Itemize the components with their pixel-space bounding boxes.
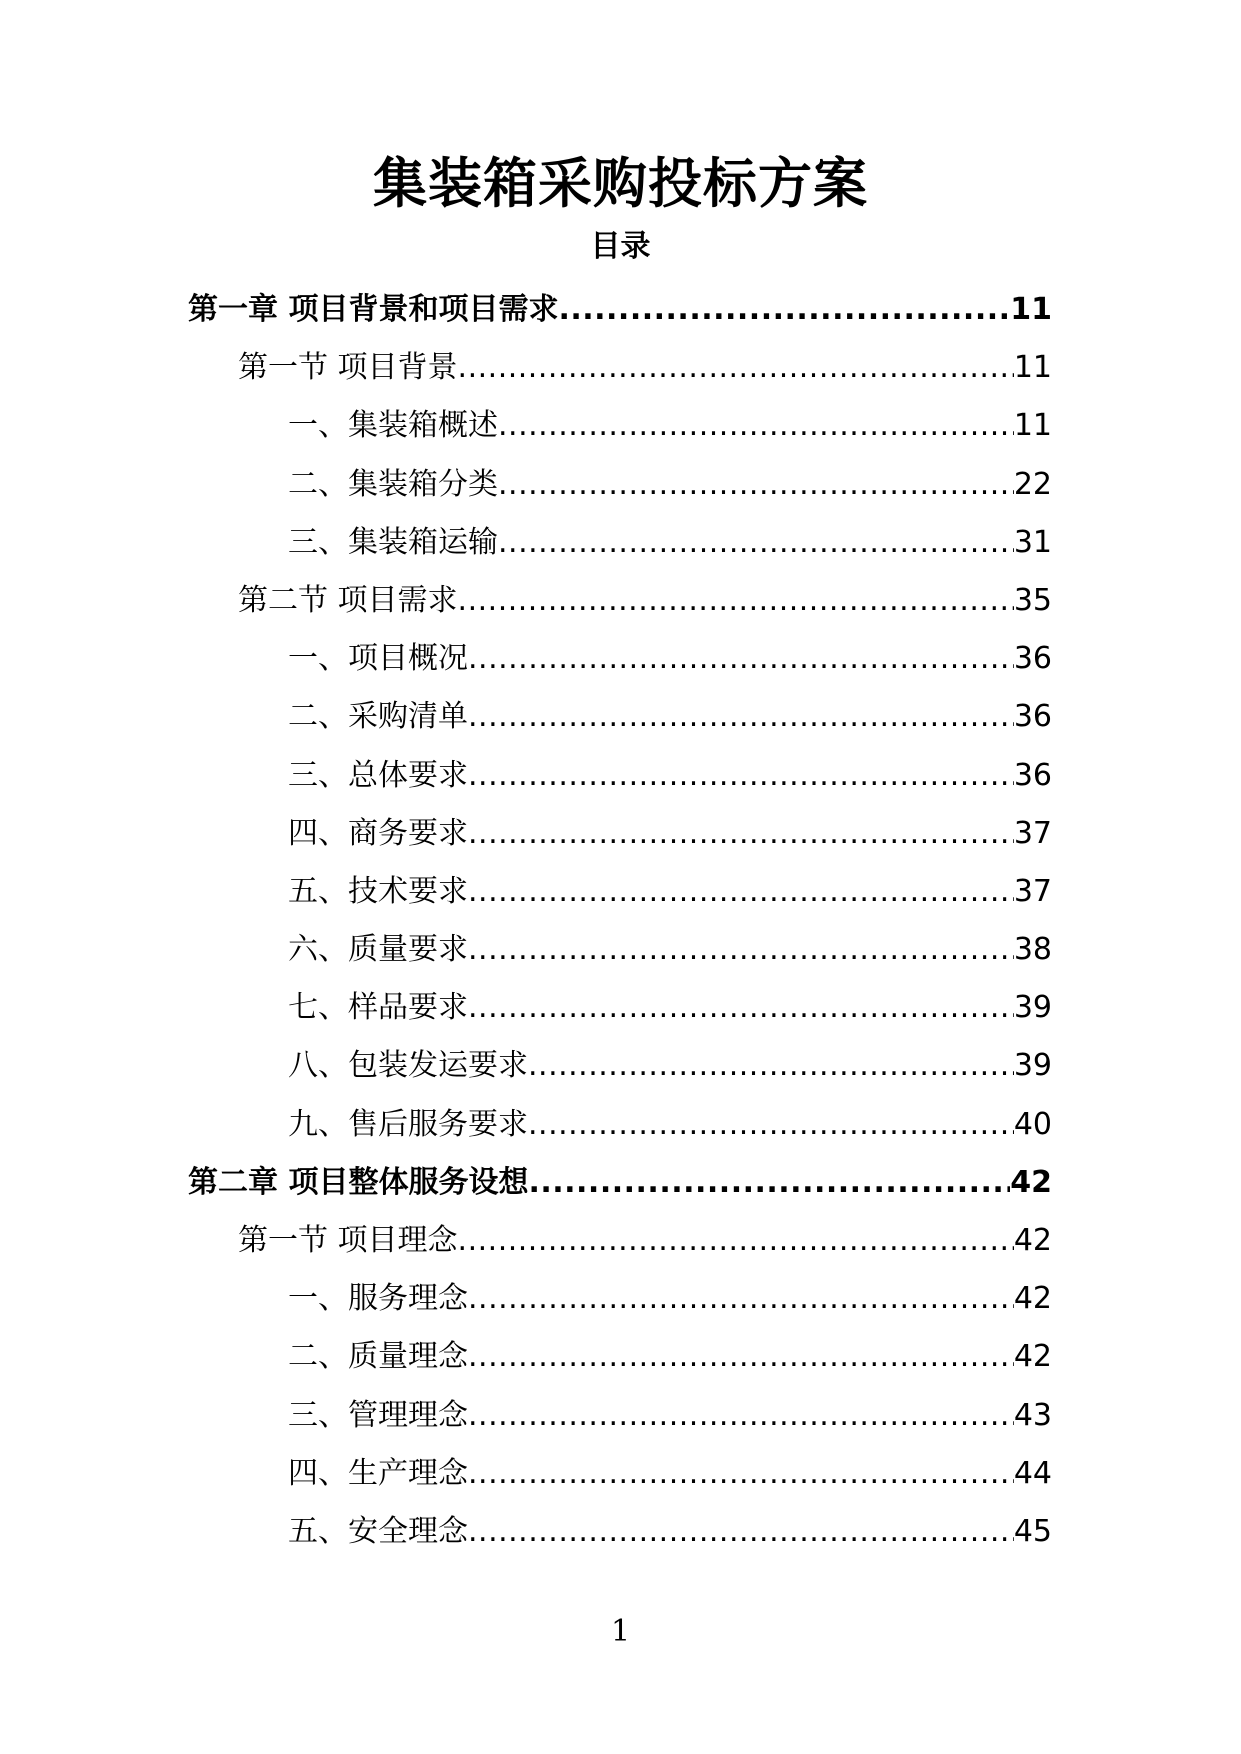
toc-entry-page: 40: [1013, 1106, 1052, 1142]
toc-leader-dots: [468, 1270, 1014, 1328]
toc-leader-dots: [468, 921, 1014, 979]
toc-leader-dots: [468, 1328, 1014, 1386]
toc-entry-chapter[interactable]: [0, 281, 1052, 339]
toc-entry-page: 39: [1013, 990, 1052, 1026]
toc-entry-label: 三、集装箱运输: [288, 524, 498, 560]
page-number: 1: [610, 1614, 631, 1649]
toc-entry-subsection[interactable]: [0, 805, 1052, 863]
toc-leader-dots: [468, 805, 1014, 863]
toc-entry-page: 38: [1013, 932, 1052, 968]
toc-entry-label: 二、采购清单: [288, 699, 468, 735]
toc-leader-dots: [458, 1212, 1014, 1270]
toc-entry-label: 八、包装发运要求: [288, 1048, 528, 1084]
toc-entry-page: 39: [1013, 1048, 1052, 1084]
toc-entry-label: 四、生产理念: [288, 1455, 468, 1491]
toc-leader-dots: [468, 1445, 1014, 1503]
toc-entry-label: 一、项目概况: [288, 641, 468, 677]
toc-entry-subsection[interactable]: [0, 1037, 1052, 1095]
toc-entry-subsection[interactable]: [0, 630, 1052, 688]
toc-entry-page: 45: [1013, 1513, 1052, 1549]
toc-entry-page: 42: [1013, 1223, 1052, 1258]
toc-entry-subsection[interactable]: [0, 747, 1052, 805]
toc-entry-label: 三、管理理念: [288, 1397, 468, 1433]
toc-leader-dots: [468, 747, 1014, 805]
toc-entry-page: 11: [1013, 350, 1052, 386]
toc-entry-label: 七、样品要求: [288, 990, 468, 1026]
toc-entry-subsection[interactable]: [0, 1503, 1052, 1561]
toc-entry-subsection[interactable]: [0, 1096, 1052, 1154]
toc-entry-subsection[interactable]: [0, 1445, 1052, 1503]
toc-entry-chapter[interactable]: [0, 1154, 1052, 1212]
toc-entry-label: 四、商务要求: [288, 815, 468, 851]
toc-entry-subsection[interactable]: [0, 863, 1052, 921]
toc-entry-page: 36: [1013, 699, 1052, 735]
toc-leader-dots: [528, 1037, 1014, 1095]
toc-leader-dots: [458, 339, 1014, 397]
toc-entry-page: 42: [1013, 1339, 1052, 1375]
toc-entry-label: 第一章 项目背景和项目需求: [188, 292, 559, 327]
toc-entry-subsection[interactable]: [0, 979, 1052, 1037]
toc-leader-dots: [468, 630, 1014, 688]
toc-leader-dots: [468, 1503, 1014, 1561]
toc-entry-label: 二、集装箱分类: [288, 466, 498, 502]
toc-leader-dots: [528, 1096, 1014, 1154]
toc-entry-subsection[interactable]: [0, 1387, 1052, 1445]
toc-entry-page: 42: [1013, 1281, 1052, 1317]
toc-entry-section[interactable]: [0, 339, 1052, 397]
toc-entry-page: 22: [1013, 466, 1052, 502]
toc-entry-page: 31: [1013, 524, 1052, 560]
toc-entry-page: 43: [1013, 1397, 1052, 1433]
toc-entry-label: 第一节 项目理念: [238, 1223, 458, 1258]
toc-list: [0, 281, 1052, 1561]
toc-entry-label: 二、质量理念: [288, 1339, 468, 1375]
toc-entry-subsection[interactable]: [0, 1328, 1052, 1386]
toc-entry-subsection[interactable]: [0, 514, 1052, 572]
toc-leader-dots: [468, 979, 1014, 1037]
toc-leader-dots: [458, 572, 1014, 630]
toc-entry-page: 36: [1013, 641, 1052, 677]
toc-entry-subsection[interactable]: [0, 688, 1052, 746]
toc-entry-page: 44: [1013, 1455, 1052, 1491]
toc-entry-label: 第二章 项目整体服务设想: [188, 1164, 529, 1200]
toc-leader-dots: [498, 456, 1014, 514]
toc-entry-page: 11: [1010, 292, 1052, 327]
toc-entry-subsection[interactable]: [0, 456, 1052, 514]
toc-entry-label: 五、安全理念: [288, 1513, 468, 1549]
toc-entry-page: 42: [1010, 1164, 1052, 1200]
toc-entry-page: 37: [1013, 815, 1052, 851]
toc-entry-subsection[interactable]: [0, 921, 1052, 979]
toc-leader-dots: [468, 688, 1014, 746]
toc-entry-label: 五、技术要求: [288, 873, 468, 909]
toc-entry-label: 第二节 项目需求: [238, 582, 458, 618]
toc-entry-section[interactable]: [0, 572, 1052, 630]
toc-entry-page: 35: [1013, 582, 1052, 618]
toc-entry-page: 37: [1013, 873, 1052, 909]
toc-leader-dots: [528, 1154, 1010, 1212]
toc-leader-dots: [468, 863, 1014, 921]
toc-entry-label: 一、集装箱概述: [288, 408, 498, 444]
toc-leader-dots: [498, 514, 1014, 572]
toc-entry-subsection[interactable]: [0, 1270, 1052, 1328]
toc-entry-section[interactable]: [0, 1212, 1052, 1270]
toc-leader-dots: [498, 397, 1014, 455]
toc-heading: 目录: [590, 229, 651, 264]
toc-entry-label: 九、售后服务要求: [288, 1106, 528, 1142]
toc-leader-dots: [558, 281, 1010, 339]
toc-entry-page: 36: [1013, 757, 1052, 793]
toc-entry-page: 11: [1013, 408, 1052, 444]
toc-entry-label: 三、总体要求: [288, 757, 468, 793]
toc-entry-subsection[interactable]: [0, 397, 1052, 455]
toc-entry-label: 一、服务理念: [288, 1281, 468, 1317]
toc-leader-dots: [468, 1387, 1014, 1445]
toc-entry-label: 六、质量要求: [288, 932, 468, 968]
document-title: 集装箱采购投标方案: [373, 152, 868, 215]
toc-entry-label: 第一节 项目背景: [238, 350, 458, 386]
